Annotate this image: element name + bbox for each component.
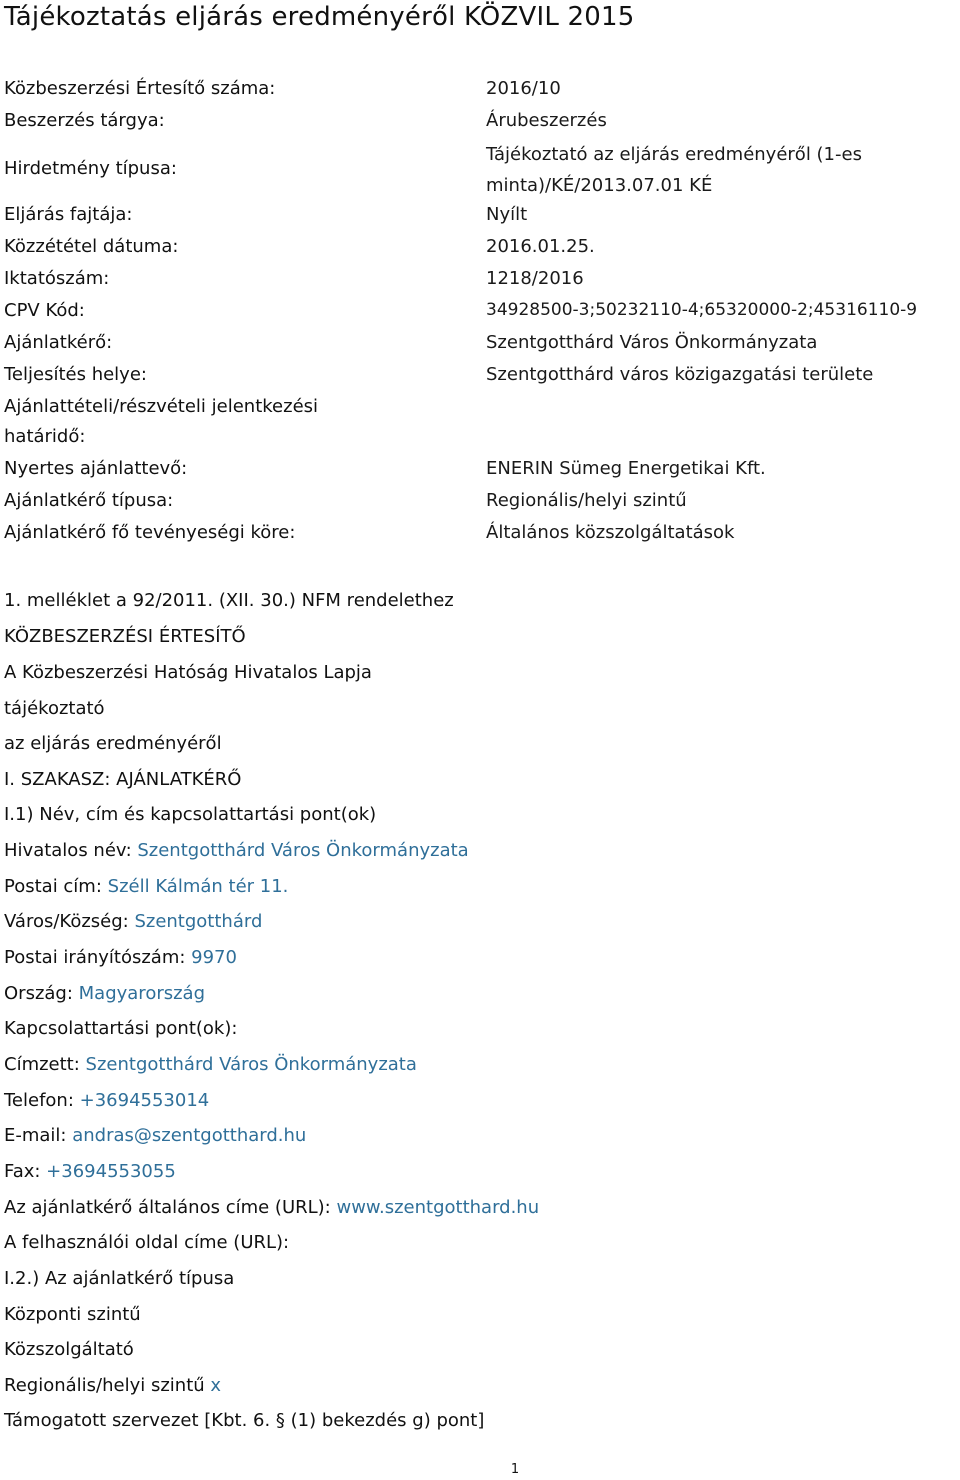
meta-label-beszerzes-targya: Beszerzés tárgya: [4, 110, 165, 131]
field-cimzett: Címzett: Szentgotthárd Város Önkormányzata [4, 1054, 417, 1075]
meta-value-ajanlatkero: Szentgotthárd Város Önkormányzata [486, 332, 818, 353]
section-heading: I. SZAKASZ: AJÁNLATKÉRŐ [4, 769, 242, 790]
meta-label-teljesites-helye: Teljesítés helye: [4, 364, 147, 385]
field-postai-cim: Postai cím: Széll Kálmán tér 11. [4, 876, 289, 897]
meta-value-nyertes-ajanlattevo: ENERIN Sümeg Energetikai Kft. [486, 458, 766, 479]
meta-label-eljaras-fajtaja: Eljárás fajtája: [4, 204, 133, 225]
body-line: tájékoztató [4, 698, 105, 719]
body-line: Kapcsolattartási pont(ok): [4, 1018, 238, 1039]
meta-value-kozbeszerzesi-ertesito: 2016/10 [486, 78, 561, 99]
option-tamogatott: Támogatott szervezet [Kbt. 6. § (1) bekezdés g) pont] [4, 1410, 485, 1431]
option-regionalis: Regionális/helyi szintű x [4, 1375, 222, 1396]
subsection-heading: I.2.) Az ajánlatkérő típusa [4, 1268, 235, 1289]
meta-label-ajanlatteteli-hatarido: Ajánlattételi/részvételi jelentkezési [4, 396, 319, 417]
document-title: Tájékoztatás eljárás eredményéről KÖZVIL 2015 [4, 2, 635, 32]
body-line: KÖZBESZERZÉSI ÉRTESÍTŐ [4, 626, 246, 647]
option-kozponti: Központi szintű [4, 1304, 141, 1325]
field-iranyitoszam: Postai irányítószám: 9970 [4, 947, 237, 968]
meta-value-kozzetetel-datuma: 2016.01.25. [486, 236, 595, 257]
field-orszag: Ország: Magyarország [4, 983, 206, 1004]
website-link[interactable]: www.szentgotthard.hu [336, 1197, 540, 1218]
meta-value-beszerzes-targya: Árubeszerzés [486, 110, 607, 131]
body-line: 1. melléklet a 92/2011. (XII. 30.) NFM rendelethez [4, 590, 454, 611]
body-line: A felhasználói oldal címe (URL): [4, 1232, 290, 1253]
meta-value-cpv-kod: 34928500-3;50232110-4;65320000-2;45316110-9 [486, 300, 918, 320]
field-hivatalos-nev: Hivatalos név: Szentgotthárd Város Önkormányzata [4, 840, 469, 861]
meta-value-hirdetmeny-tipusa: Tájékoztató az eljárás eredményéről (1-es minta)/KÉ/2013.07.01 KÉ [486, 144, 862, 196]
meta-label-ajanlatkero: Ajánlatkérő: [4, 332, 113, 353]
meta-value-iktatoszam: 1218/2016 [486, 268, 584, 289]
field-varos: Város/Község: Szentgotthárd [4, 911, 263, 932]
field-fax: Fax: +3694553055 [4, 1161, 176, 1182]
subsection-heading: I.1) Név, cím és kapcsolattartási pont(ok) [4, 804, 377, 825]
meta-label-kozzetetel-datuma: Közzététel dátuma: [4, 236, 179, 257]
meta-label-hatarido: határidő: [4, 426, 86, 447]
meta-label-nyertes-ajanlattevo: Nyertes ajánlattevő: [4, 458, 188, 479]
meta-label-iktatoszam: Iktatószám: [4, 268, 110, 289]
body-line: az eljárás eredményéről [4, 733, 222, 754]
field-telefon: Telefon: +3694553014 [4, 1090, 210, 1111]
email-link[interactable]: andras@szentgotthard.hu [72, 1125, 307, 1146]
meta-value-teljesites-helye: Szentgotthárd város közigazgatási területe [486, 364, 874, 385]
page-number: 1 [510, 1462, 520, 1477]
meta-label-cpv-kod: CPV Kód: [4, 300, 85, 321]
field-url: Az ajánlatkérő általános címe (URL): www.szentgotthard.hu [4, 1197, 540, 1218]
body-line: A Közbeszerzési Hatóság Hivatalos Lapja [4, 662, 372, 683]
option-kozszolgaltato: Közszolgáltató [4, 1339, 134, 1360]
meta-value-ajanlatkero-tipusa: Regionális/helyi szintű [486, 490, 687, 511]
meta-label-kozbeszerzesi-ertesito: Közbeszerzési Értesítő száma: [4, 78, 276, 99]
meta-value-fo-tevekenysegi-kore: Általános közszolgáltatások [486, 522, 735, 543]
meta-label-hirdetmeny-tipusa: Hirdetmény típusa: [4, 158, 177, 179]
meta-value-eljaras-fajtaja: Nyílt [486, 204, 528, 225]
field-email: E-mail: andras@szentgotthard.hu [4, 1125, 307, 1146]
meta-label-fo-tevekenysegi-kore: Ajánlatkérő fő tevényeségi köre: [4, 522, 296, 543]
meta-label-ajanlatkero-tipusa: Ajánlatkérő típusa: [4, 490, 174, 511]
